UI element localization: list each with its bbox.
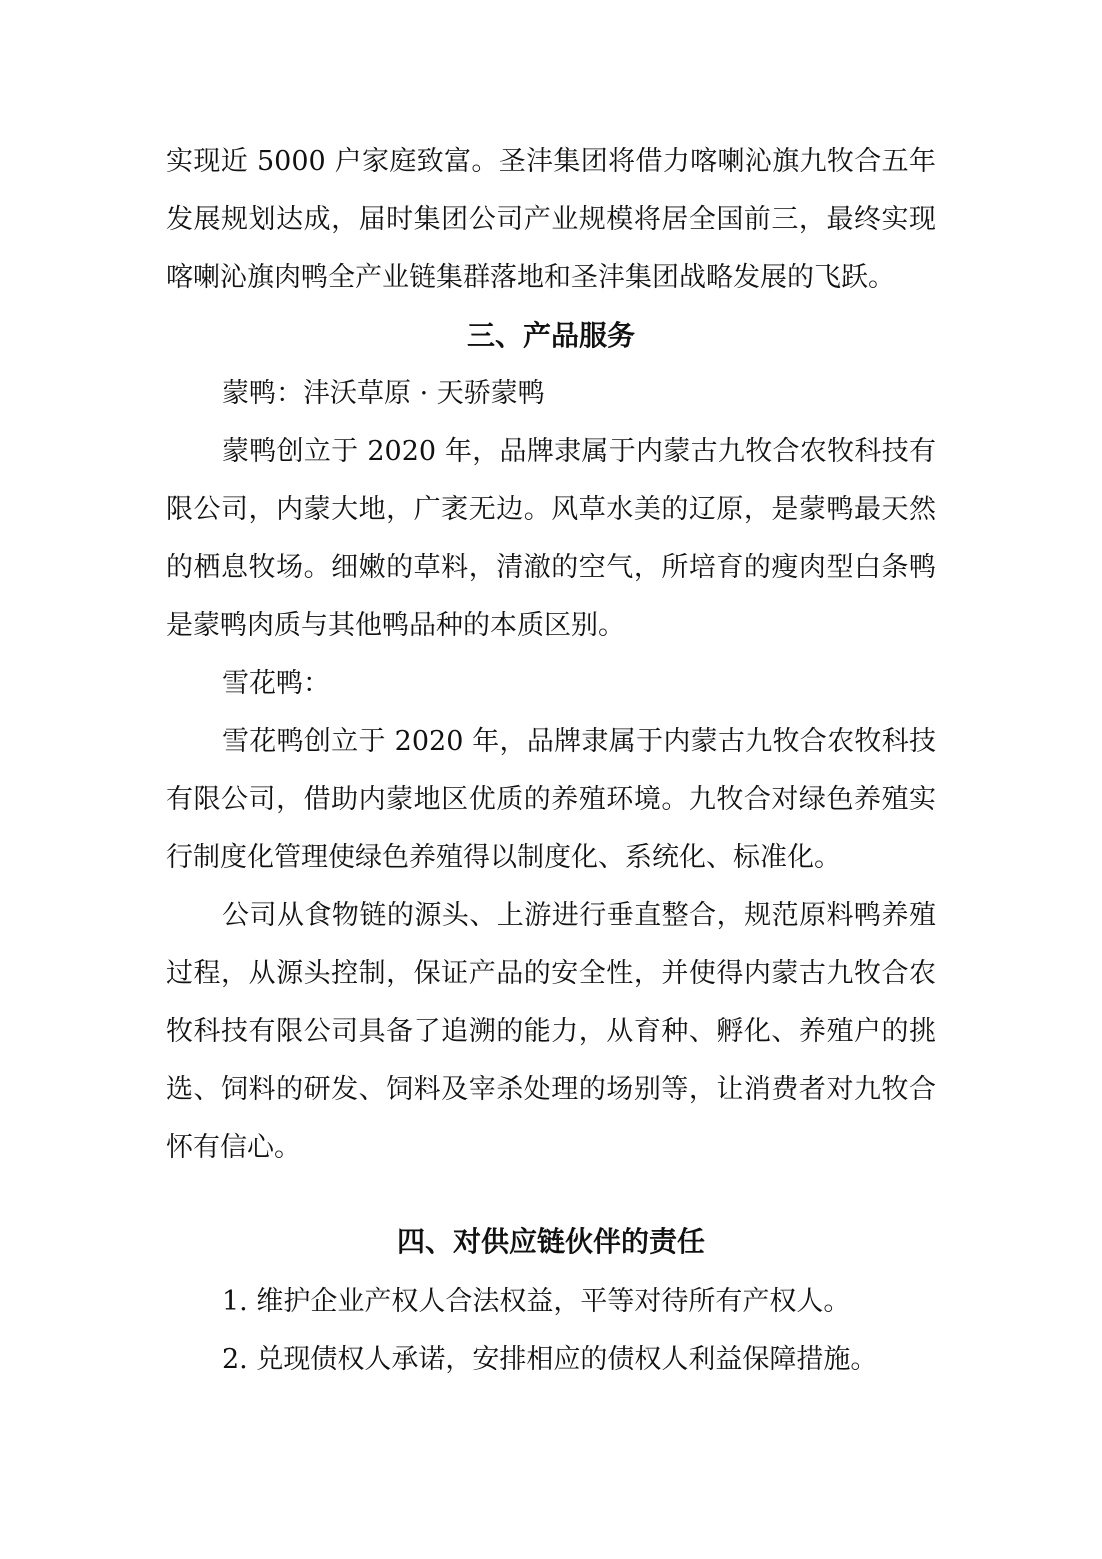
xuehua-title: 雪花鸭： <box>222 668 330 699</box>
menga-line-1: 蒙鸭创立于 2020 年，品牌隶属于内蒙古九牧合农牧科技有 <box>222 436 936 467</box>
list-item: 2. 兑现债权人承诺，安排相应的债权人利益保障措施。 <box>222 1344 878 1375</box>
menga-line-2: 限公司，内蒙大地，广袤无边。风草水美的辽原，是蒙鸭最天然 <box>166 494 936 525</box>
intro-line-2: 发展规划达成，届时集团公司产业规模将居全国前三，最终实现 <box>166 204 936 235</box>
section-4-list <box>166 1273 936 1389</box>
menga-title-block <box>166 365 936 423</box>
menga-paragraph <box>166 423 936 655</box>
intro-line-3: 喀喇沁旗肉鸭全产业链集群落地和圣沣集团战略发展的飞跃。 <box>166 262 895 293</box>
company-line-5: 怀有信心。 <box>166 1132 301 1163</box>
menga-line-3: 的栖息牧场。细嫩的草料，清澈的空气，所培育的瘦肉型白条鸭 <box>166 552 936 583</box>
xuehua-title-block <box>166 655 936 713</box>
company-line-3: 牧科技有限公司具备了追溯的能力，从育种、孵化、养殖户的挑 <box>166 1016 936 1047</box>
section-4-heading: 四、对供应链伙伴的责任 <box>396 1225 705 1258</box>
list-item: 1. 维护企业产权人合法权益，平等对待所有产权人。 <box>222 1286 851 1317</box>
xuehua-line-3: 行制度化管理使绿色养殖得以制度化、系统化、标准化。 <box>166 842 841 873</box>
intro-line-1: 实现近 5000 户家庭致富。圣沣集团将借力喀喇沁旗九牧合五年 <box>166 146 936 177</box>
intro-paragraph <box>166 133 936 307</box>
company-line-1: 公司从食物链的源头、上游进行垂直整合，规范原料鸭养殖 <box>222 900 936 931</box>
xuehua-paragraph <box>166 713 936 887</box>
menga-line-4: 是蒙鸭肉质与其他鸭品种的本质区别。 <box>166 610 625 641</box>
menga-title: 蒙鸭：沣沃草原 · 天骄蒙鸭 <box>222 378 545 409</box>
company-line-2: 过程，从源头控制，保证产品的安全性，并使得内蒙古九牧合农 <box>166 958 936 989</box>
section-3-heading: 三、产品服务 <box>466 319 635 352</box>
xuehua-line-1: 雪花鸭创立于 2020 年，品牌隶属于内蒙古九牧合农牧科技 <box>222 726 936 757</box>
company-line-4: 选、饲料的研发、饲料及宰杀处理的场别等，让消费者对九牧合 <box>166 1074 936 1105</box>
company-paragraph <box>166 887 936 1177</box>
xuehua-line-2: 有限公司，借助内蒙地区优质的养殖环境。九牧合对绿色养殖实 <box>166 784 936 815</box>
